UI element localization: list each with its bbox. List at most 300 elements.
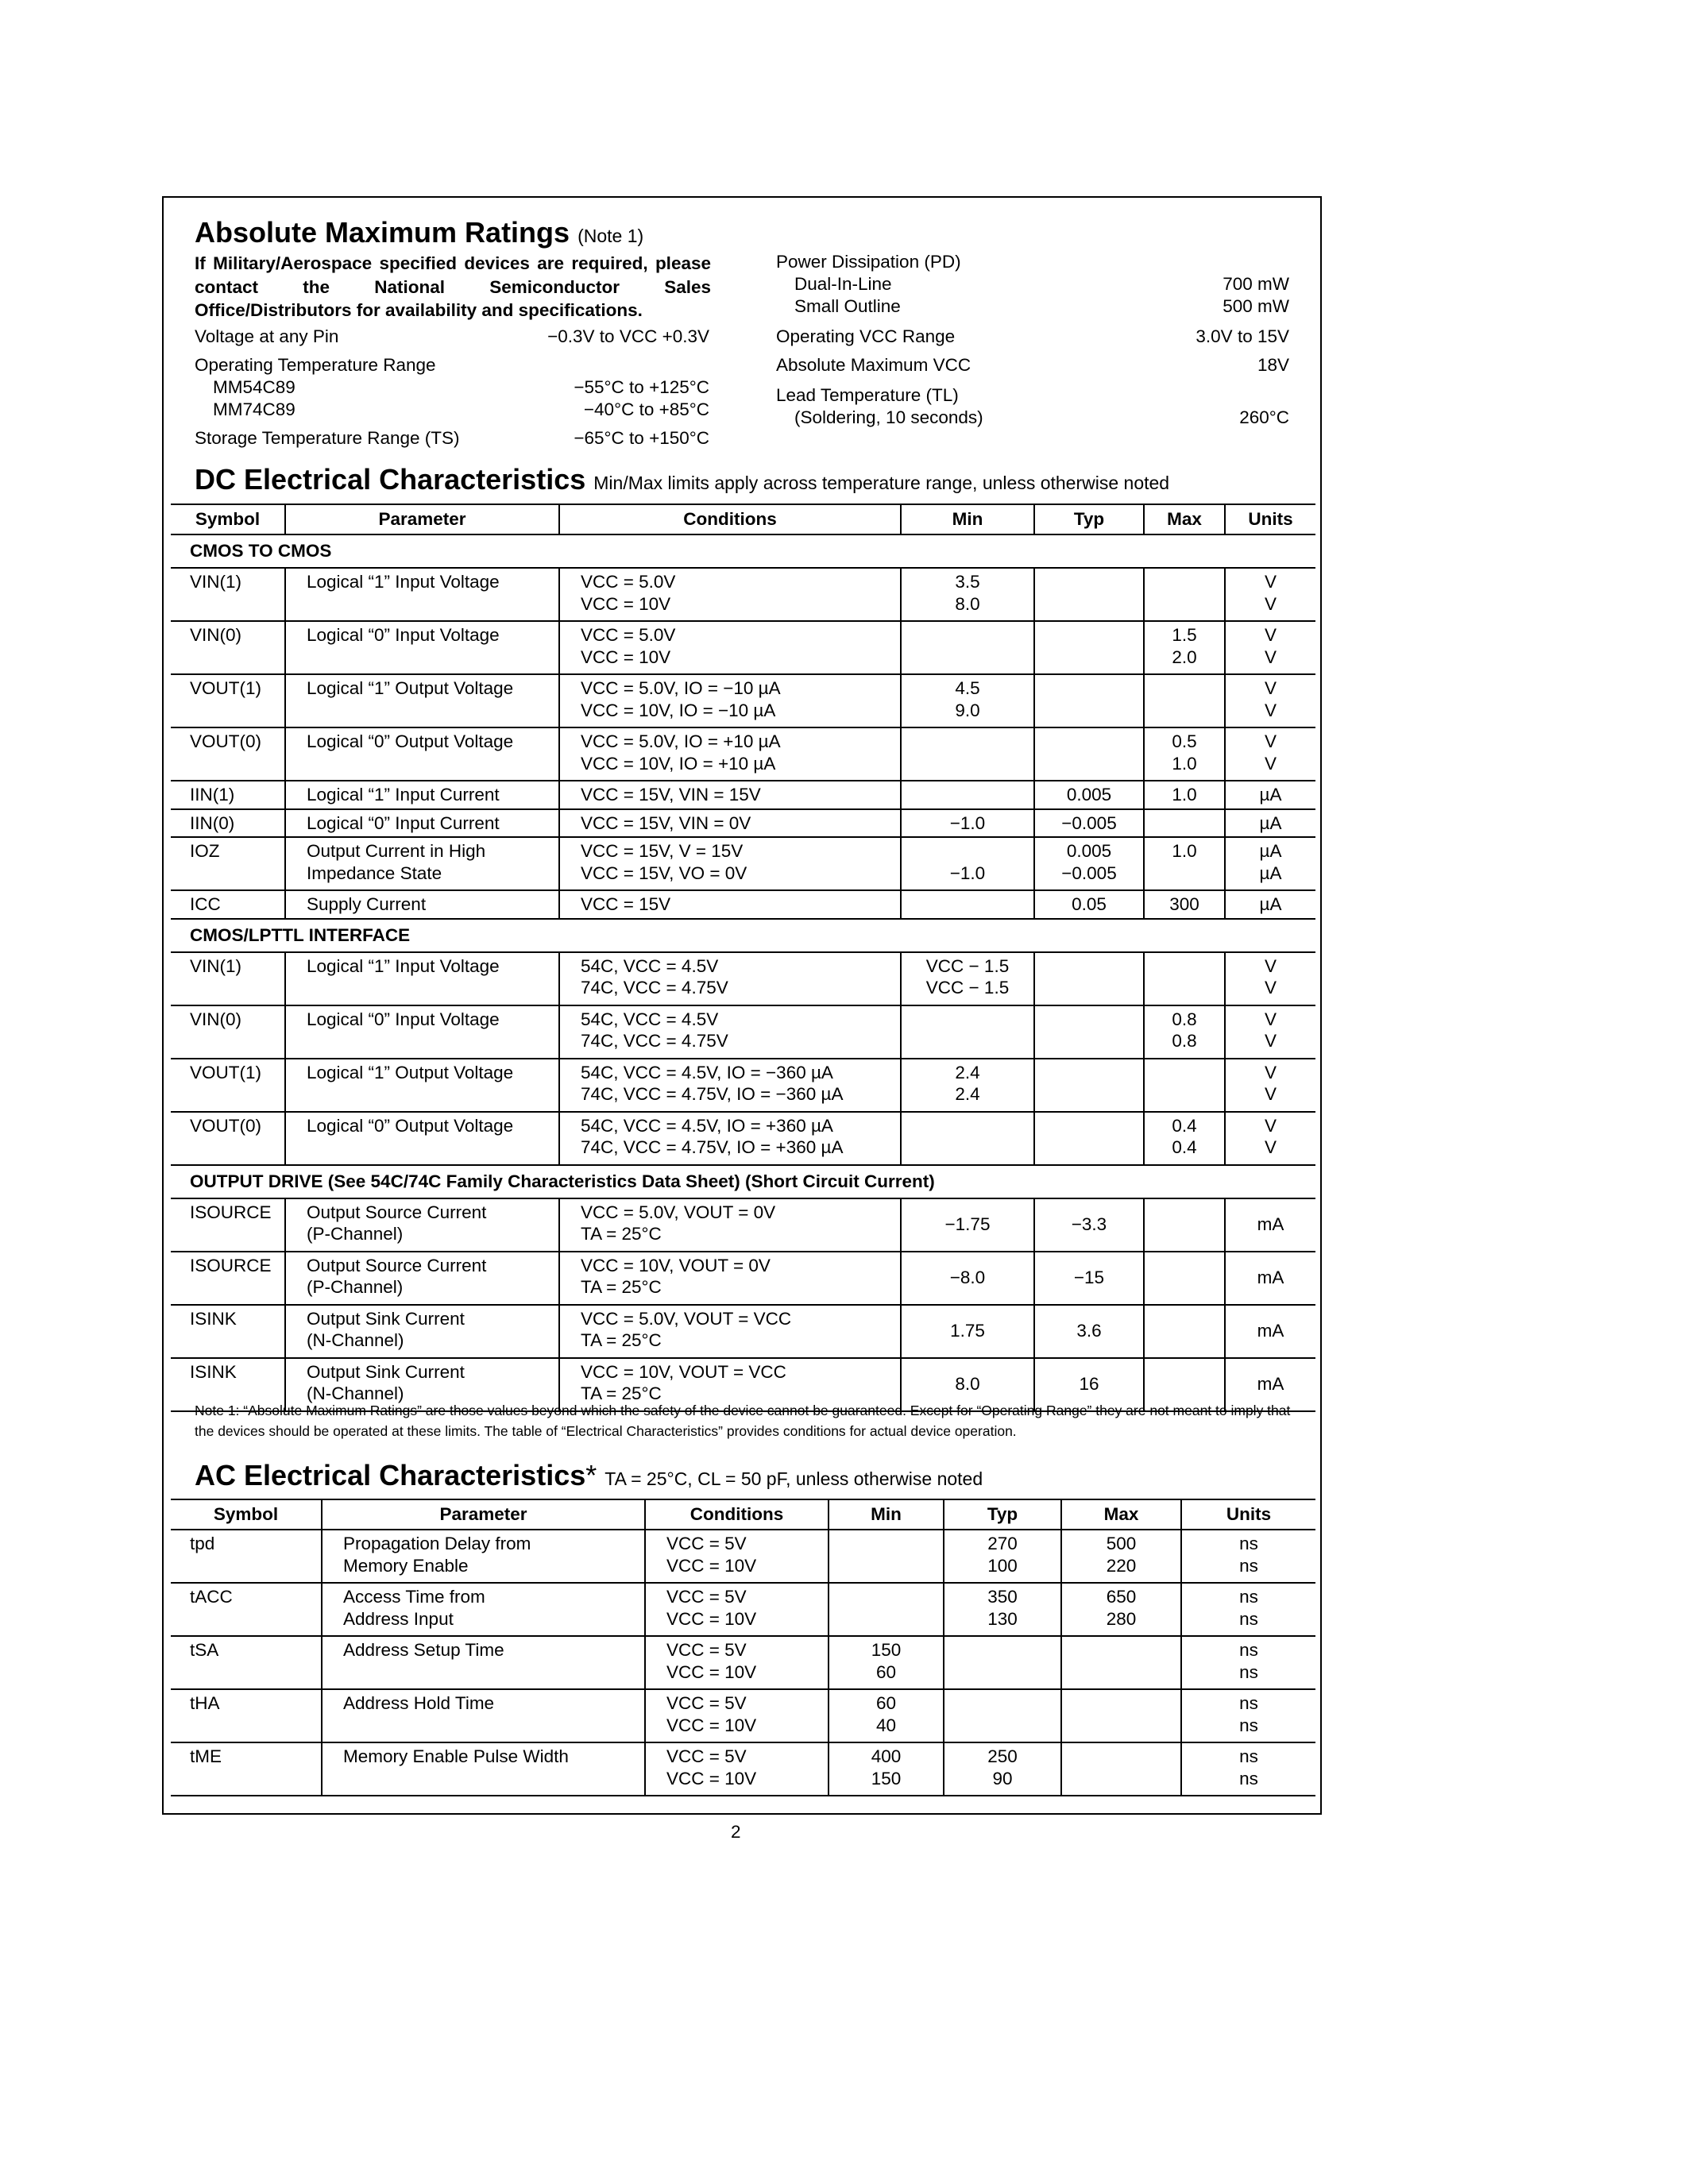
units-cell-line: ns — [1239, 1534, 1258, 1553]
conditions-cell-line: VCC = 10V, VOUT = VCC — [581, 1361, 786, 1382]
conditions-cell-line: VCC = 5V — [666, 1693, 747, 1713]
min-cell-line: VCC − 1.5 — [925, 978, 1010, 997]
conditions-cell-line: TA = 25°C — [581, 1277, 662, 1297]
conditions-cell-line: VCC = 10V — [581, 646, 671, 667]
min-cell — [901, 837, 1034, 890]
min-cell-line: 150 — [871, 1768, 902, 1788]
symbol-cell — [171, 809, 285, 838]
symbol-cell — [171, 621, 285, 674]
units-cell — [1225, 781, 1315, 809]
symbol-cell-line: VIN(1) — [190, 572, 242, 592]
typ-cell — [1034, 1059, 1144, 1112]
typ-cell — [944, 1530, 1061, 1583]
min-cell — [829, 1530, 944, 1583]
min-cell — [901, 781, 1034, 809]
symbol-cell-line: ISOURCE — [190, 1255, 272, 1275]
min-cell — [901, 674, 1034, 727]
column-header: Units — [1225, 504, 1315, 534]
units-cell — [1225, 809, 1315, 838]
amr-left-label: Operating Temperature Range — [195, 355, 436, 375]
symbol-cell-line: ISINK — [190, 1308, 237, 1329]
min-cell — [901, 1305, 1034, 1358]
typ-cell — [1034, 1005, 1144, 1059]
amr-right-value: 700 mW — [1223, 274, 1289, 294]
units-cell — [1225, 837, 1315, 890]
typ-cell-line: −15 — [1073, 1268, 1105, 1288]
ac-table — [171, 1499, 1315, 1796]
amr-note: (Note 1) — [577, 226, 644, 246]
table-row — [171, 727, 1315, 781]
typ-cell-line: 0.005 — [1066, 841, 1112, 861]
parameter-cell — [285, 1252, 559, 1305]
units-cell-line: V — [1264, 700, 1277, 720]
max-cell-line: 280 — [1106, 1608, 1137, 1629]
max-cell — [1144, 568, 1225, 621]
min-cell — [901, 890, 1034, 919]
min-cell — [901, 1005, 1034, 1059]
amr-right-label: Absolute Maximum VCC — [776, 355, 971, 375]
parameter-cell-line: Logical “0” Output Voltage — [307, 1115, 514, 1136]
symbol-cell-line: ISOURCE — [190, 1202, 272, 1222]
parameter-cell-line: Logical “0” Output Voltage — [307, 731, 514, 751]
symbol-cell-line: tSA — [190, 1640, 219, 1660]
conditions-cell-line: VCC = 15V, VO = 0V — [581, 862, 747, 883]
parameter-cell-line: (N-Channel) — [307, 1330, 404, 1350]
symbol-cell-line: VIN(0) — [190, 1009, 242, 1029]
group-title: CMOS/LPTTL INTERFACE — [171, 919, 1315, 952]
parameter-cell-line: Logical “1” Output Voltage — [307, 1062, 514, 1082]
group-row — [171, 919, 1315, 952]
min-cell-line: 400 — [871, 1746, 902, 1766]
max-cell — [1061, 1636, 1181, 1689]
conditions-cell-line: VCC = 10V, VOUT = 0V — [581, 1255, 771, 1275]
max-cell-line: 300 — [1169, 894, 1199, 914]
amr-right-value: 3.0V to 15V — [1196, 326, 1289, 346]
max-cell — [1144, 1112, 1225, 1165]
min-cell-line: 60 — [875, 1661, 897, 1682]
conditions-cell — [645, 1530, 829, 1583]
parameter-cell — [285, 1112, 559, 1165]
units-cell-line: V — [1264, 1137, 1277, 1157]
typ-cell — [1034, 952, 1144, 1005]
symbol-cell — [171, 1305, 285, 1358]
min-cell — [901, 727, 1034, 781]
parameter-cell-line: Supply Current — [307, 894, 427, 914]
typ-cell-line: 3.6 — [1076, 1321, 1102, 1341]
units-cell-line: mA — [1257, 1374, 1284, 1395]
units-cell-line: V — [1264, 955, 1277, 976]
symbol-cell-line: tHA — [190, 1693, 220, 1713]
symbol-cell — [171, 1530, 322, 1583]
table-row — [171, 1252, 1315, 1305]
parameter-cell-line: (P-Channel) — [307, 1277, 404, 1297]
units-cell-line: V — [1264, 593, 1277, 614]
units-cell-line: ns — [1239, 1661, 1258, 1682]
group-title: OUTPUT DRIVE (See 54C/74C Family Characteristics Data Sheet) (Short Circuit Current) — [171, 1165, 1315, 1198]
min-cell — [901, 1198, 1034, 1252]
typ-cell — [1034, 674, 1144, 727]
max-cell-line: 0.4 — [1172, 1137, 1197, 1157]
units-cell-line: V — [1264, 978, 1277, 997]
typ-cell-line: 350 — [987, 1587, 1018, 1607]
units-cell — [1225, 890, 1315, 919]
parameter-cell — [285, 621, 559, 674]
amr-left-label: MM74C89 — [213, 399, 295, 419]
table-row — [171, 1583, 1315, 1636]
parameter-cell — [285, 781, 559, 809]
max-cell-line: 1.0 — [1172, 753, 1197, 774]
symbol-cell-line: tME — [190, 1746, 222, 1766]
max-cell — [1144, 1305, 1225, 1358]
amr-right-label: Operating VCC Range — [776, 326, 956, 346]
parameter-cell-line: Output Source Current — [307, 1255, 487, 1275]
units-cell-line: ns — [1239, 1715, 1258, 1735]
units-cell — [1225, 621, 1315, 674]
table-row — [171, 1112, 1315, 1165]
parameter-cell-line: Output Sink Current — [307, 1308, 465, 1329]
note-1: Note 1: “Absolute Maximum Ratings” are those values beyond which the safety of the device cannot be guaranteed. Except for “Operating Range” they are not meant to imply that the devices should be operated at these limits. The table of “Electrical Characteristics” provides conditions for actual device operation. — [195, 1403, 1291, 1439]
max-cell — [1144, 781, 1225, 809]
table-row — [171, 1530, 1315, 1583]
table-row — [171, 621, 1315, 674]
typ-cell — [944, 1636, 1061, 1689]
conditions-cell-line: VCC = 15V — [581, 894, 671, 914]
max-cell-line: 0.8 — [1172, 1031, 1197, 1051]
symbol-cell — [171, 890, 285, 919]
units-cell — [1225, 1198, 1315, 1252]
units-cell — [1225, 1305, 1315, 1358]
units-cell-line: V — [1264, 646, 1277, 667]
min-cell — [901, 1112, 1034, 1165]
parameter-cell — [285, 727, 559, 781]
units-cell-line: ns — [1239, 1693, 1258, 1713]
typ-cell — [1034, 809, 1144, 838]
conditions-cell-line: 54C, VCC = 4.5V, IO = +360 µA — [581, 1115, 833, 1136]
parameter-cell-line: Logical “1” Input Voltage — [307, 955, 500, 976]
units-cell — [1181, 1530, 1315, 1583]
dc-condition: Min/Max limits apply across temperature range, unless otherwise noted — [593, 473, 1170, 493]
parameter-cell-line: Address Setup Time — [343, 1640, 504, 1660]
conditions-cell-line: TA = 25°C — [581, 1383, 662, 1403]
units-cell-line: µA — [1259, 841, 1282, 861]
parameter-cell — [322, 1689, 645, 1742]
column-header: Max — [1144, 504, 1225, 534]
max-cell — [1144, 890, 1225, 919]
max-cell-line: 0.8 — [1172, 1009, 1197, 1029]
column-header: Parameter — [322, 1499, 645, 1530]
min-cell-line: VCC − 1.5 — [925, 955, 1010, 976]
amr-left-value: −55°C to +125°C — [574, 377, 709, 397]
max-cell-line: 1.5 — [1172, 625, 1197, 645]
typ-cell-line: 0.005 — [1066, 785, 1112, 805]
conditions-cell — [645, 1742, 829, 1796]
table-row — [171, 781, 1315, 809]
typ-cell-line: −0.005 — [1061, 862, 1117, 883]
typ-cell-line: −0.005 — [1061, 812, 1117, 833]
units-cell — [1225, 727, 1315, 781]
units-cell-line: V — [1264, 625, 1277, 645]
units-cell-line: mA — [1257, 1321, 1284, 1341]
symbol-cell — [171, 727, 285, 781]
min-cell-line: 60 — [875, 1693, 897, 1713]
typ-cell — [1034, 837, 1144, 890]
conditions-cell — [559, 781, 901, 809]
conditions-cell-line: VCC = 10V — [666, 1768, 757, 1788]
symbol-cell-line: VOUT(1) — [190, 1062, 261, 1082]
parameter-cell-line: Logical “0” Input Voltage — [307, 625, 500, 645]
max-cell-line: 2.0 — [1172, 646, 1197, 667]
min-cell-line: 4.5 — [955, 678, 980, 698]
amr-left-label: Storage Temperature Range (TS) — [195, 428, 460, 448]
units-cell — [1225, 1005, 1315, 1059]
conditions-cell — [645, 1636, 829, 1689]
typ-cell-line: 0.05 — [1072, 894, 1107, 914]
conditions-cell — [559, 621, 901, 674]
min-cell-line: 3.5 — [955, 572, 980, 592]
conditions-cell-line: VCC = 5.0V, VOUT = VCC — [581, 1308, 792, 1329]
parameter-cell-line: Output Sink Current — [307, 1361, 465, 1382]
typ-cell — [1034, 727, 1144, 781]
conditions-cell-line: VCC = 5V — [666, 1640, 747, 1660]
units-cell — [1181, 1636, 1315, 1689]
min-cell-line: 2.4 — [955, 1062, 980, 1082]
max-cell — [1061, 1742, 1181, 1796]
parameter-cell — [285, 952, 559, 1005]
units-cell — [1225, 1112, 1315, 1165]
typ-cell — [1034, 1252, 1144, 1305]
max-cell-line: 650 — [1106, 1587, 1137, 1607]
dc-table — [171, 504, 1315, 1412]
max-cell-line: 500 — [1106, 1534, 1137, 1553]
table-row — [171, 1742, 1315, 1796]
conditions-cell — [559, 837, 901, 890]
parameter-cell-line: Logical “1” Input Current — [307, 785, 500, 805]
max-cell-line: 1.0 — [1172, 785, 1197, 805]
military-notice: If Military/Aerospace specified devices are required, please contact the National Semiconductor Sales Office/Distributors for availability and specifications. — [195, 253, 711, 320]
max-cell-line: 0.5 — [1172, 731, 1197, 751]
units-cell-line: µA — [1259, 812, 1282, 833]
symbol-cell-line: tpd — [190, 1534, 215, 1553]
page-number: 2 — [731, 1822, 741, 1842]
symbol-cell — [171, 837, 285, 890]
typ-cell — [1034, 1198, 1144, 1252]
amr-title: Absolute Maximum Ratings (Note 1) — [195, 216, 644, 249]
amr-right-value: 18V — [1257, 355, 1289, 375]
conditions-cell — [559, 568, 901, 621]
min-cell — [829, 1636, 944, 1689]
parameter-cell — [285, 568, 559, 621]
conditions-cell — [559, 952, 901, 1005]
min-cell-line: −8.0 — [949, 1268, 986, 1288]
max-cell — [1061, 1583, 1181, 1636]
units-cell-line: V — [1264, 572, 1277, 592]
units-cell — [1181, 1583, 1315, 1636]
typ-cell-line: 130 — [987, 1608, 1018, 1629]
conditions-cell-line: VCC = 10V — [666, 1661, 757, 1682]
column-header: Min — [829, 1499, 944, 1530]
min-cell — [901, 952, 1034, 1005]
amr-left-value: −0.3V to VCC +0.3V — [547, 326, 709, 346]
column-header: Parameter — [285, 504, 559, 534]
max-cell — [1144, 674, 1225, 727]
column-header: Units — [1181, 1499, 1315, 1530]
parameter-cell — [285, 674, 559, 727]
parameter-cell — [285, 1059, 559, 1112]
conditions-cell — [645, 1583, 829, 1636]
min-cell — [901, 621, 1034, 674]
symbol-cell-line: ICC — [190, 894, 221, 914]
amr-left-value: −40°C to +85°C — [583, 399, 709, 419]
typ-cell — [1034, 781, 1144, 809]
parameter-cell-line: Logical “1” Output Voltage — [307, 678, 514, 698]
units-cell-line: mA — [1257, 1268, 1284, 1288]
max-cell — [1144, 809, 1225, 838]
conditions-cell — [559, 890, 901, 919]
parameter-cell-line: Output Source Current — [307, 1202, 487, 1222]
symbol-cell — [171, 781, 285, 809]
min-cell-line: 2.4 — [955, 1084, 980, 1104]
min-cell-line: 150 — [871, 1640, 902, 1660]
units-cell-line: mA — [1257, 1214, 1284, 1235]
min-cell — [829, 1742, 944, 1796]
parameter-cell — [322, 1583, 645, 1636]
conditions-cell — [559, 1005, 901, 1059]
units-cell-line: µA — [1259, 894, 1282, 914]
max-cell-line: 220 — [1106, 1555, 1137, 1576]
units-cell — [1181, 1742, 1315, 1796]
table-row — [171, 1689, 1315, 1742]
min-cell-line: 8.0 — [955, 593, 980, 614]
symbol-cell — [171, 1112, 285, 1165]
symbol-cell-line: IIN(1) — [190, 785, 235, 805]
units-cell-line: ns — [1239, 1768, 1258, 1788]
parameter-cell-line: Address Input — [343, 1608, 454, 1629]
column-header: Conditions — [559, 504, 901, 534]
max-cell — [1144, 1198, 1225, 1252]
typ-cell — [944, 1742, 1061, 1796]
max-cell — [1144, 727, 1225, 781]
parameter-cell — [285, 837, 559, 890]
conditions-cell — [559, 1305, 901, 1358]
units-cell — [1181, 1689, 1315, 1742]
units-cell-line: µA — [1259, 785, 1282, 805]
conditions-cell-line: 74C, VCC = 4.75V — [581, 978, 728, 997]
parameter-cell-line: Logical “0” Input Voltage — [307, 1009, 500, 1029]
group-row — [171, 1165, 1315, 1198]
group-title: CMOS TO CMOS — [171, 534, 1315, 568]
units-cell-line: V — [1264, 678, 1277, 698]
symbol-cell-line: VOUT(0) — [190, 731, 261, 751]
amr-left-label: MM54C89 — [213, 377, 295, 397]
parameter-cell — [285, 890, 559, 919]
min-cell-line: 40 — [875, 1715, 897, 1735]
conditions-cell — [559, 1252, 901, 1305]
typ-cell — [1034, 1112, 1144, 1165]
conditions-cell-line: VCC = 15V, V = 15V — [581, 841, 744, 861]
group-row — [171, 534, 1315, 568]
conditions-cell-line: 54C, VCC = 4.5V — [581, 1009, 719, 1029]
table-row — [171, 837, 1315, 890]
parameter-cell-line: (P-Channel) — [307, 1224, 404, 1244]
typ-cell — [1034, 568, 1144, 621]
max-cell — [1144, 621, 1225, 674]
symbol-cell-line: VIN(0) — [190, 625, 242, 645]
conditions-cell-line: 74C, VCC = 4.75V, IO = +360 µA — [581, 1137, 844, 1157]
parameter-cell — [322, 1530, 645, 1583]
amr-right-label: Lead Temperature (TL) — [776, 385, 959, 405]
conditions-cell — [559, 1112, 901, 1165]
ac-condition: TA = 25°C, CL = 50 pF, unless otherwise noted — [605, 1468, 983, 1489]
symbol-cell — [171, 1636, 322, 1689]
parameter-cell-line: Access Time from — [343, 1587, 485, 1607]
typ-cell-line: 270 — [987, 1534, 1018, 1553]
parameter-cell-line: Memory Enable Pulse Width — [343, 1746, 569, 1766]
conditions-cell-line: VCC = 5V — [666, 1746, 747, 1766]
conditions-cell-line: VCC = 5.0V — [581, 625, 676, 645]
min-cell-line: 8.0 — [955, 1374, 980, 1395]
column-header: Max — [1061, 1499, 1181, 1530]
parameter-cell-line: Logical “0” Input Current — [307, 812, 500, 833]
max-cell — [1061, 1689, 1181, 1742]
conditions-cell-line: VCC = 5.0V — [581, 572, 676, 592]
table-row — [171, 890, 1315, 919]
units-cell-line: ns — [1239, 1608, 1258, 1629]
max-cell-line: 1.0 — [1172, 841, 1197, 861]
typ-cell-line: 250 — [987, 1746, 1018, 1766]
column-header: Min — [901, 504, 1034, 534]
symbol-cell-line: VOUT(0) — [190, 1115, 261, 1136]
symbol-cell — [171, 1583, 322, 1636]
table-row — [171, 809, 1315, 838]
max-cell — [1144, 1059, 1225, 1112]
min-cell-line — [902, 840, 1033, 862]
parameter-cell — [285, 1198, 559, 1252]
symbol-cell-line: VIN(1) — [190, 955, 242, 976]
table-row — [171, 568, 1315, 621]
table-row — [171, 1636, 1315, 1689]
typ-cell-line: 90 — [992, 1768, 1013, 1788]
conditions-cell — [559, 1198, 901, 1252]
parameter-cell-line: Propagation Delay from — [343, 1534, 531, 1553]
typ-cell — [1034, 890, 1144, 919]
conditions-cell-line: VCC = 10V, IO = −10 µA — [581, 700, 776, 720]
column-header: Typ — [944, 1499, 1061, 1530]
amr-right-label: Small Outline — [794, 296, 901, 316]
conditions-cell-line: 74C, VCC = 4.75V, IO = −360 µA — [581, 1084, 844, 1104]
conditions-cell — [559, 727, 901, 781]
conditions-cell-line: VCC = 5V — [666, 1587, 747, 1607]
symbol-cell — [171, 1689, 322, 1742]
typ-cell — [944, 1583, 1061, 1636]
conditions-cell-line: TA = 25°C — [581, 1224, 662, 1244]
amr-right-value: 260°C — [1239, 407, 1289, 427]
parameter-cell — [322, 1636, 645, 1689]
max-cell — [1144, 1252, 1225, 1305]
min-cell — [901, 568, 1034, 621]
min-cell — [901, 1059, 1034, 1112]
symbol-cell — [171, 674, 285, 727]
parameter-cell-line: Impedance State — [307, 862, 442, 883]
conditions-cell-line: VCC = 10V — [666, 1715, 757, 1735]
column-header: Typ — [1034, 504, 1144, 534]
conditions-cell-line: VCC = 10V — [581, 593, 671, 614]
table-row — [171, 1198, 1315, 1252]
conditions-cell — [559, 1059, 901, 1112]
table-row — [171, 1305, 1315, 1358]
typ-cell — [1034, 1305, 1144, 1358]
units-cell-line: V — [1264, 1031, 1277, 1051]
max-cell — [1144, 1005, 1225, 1059]
